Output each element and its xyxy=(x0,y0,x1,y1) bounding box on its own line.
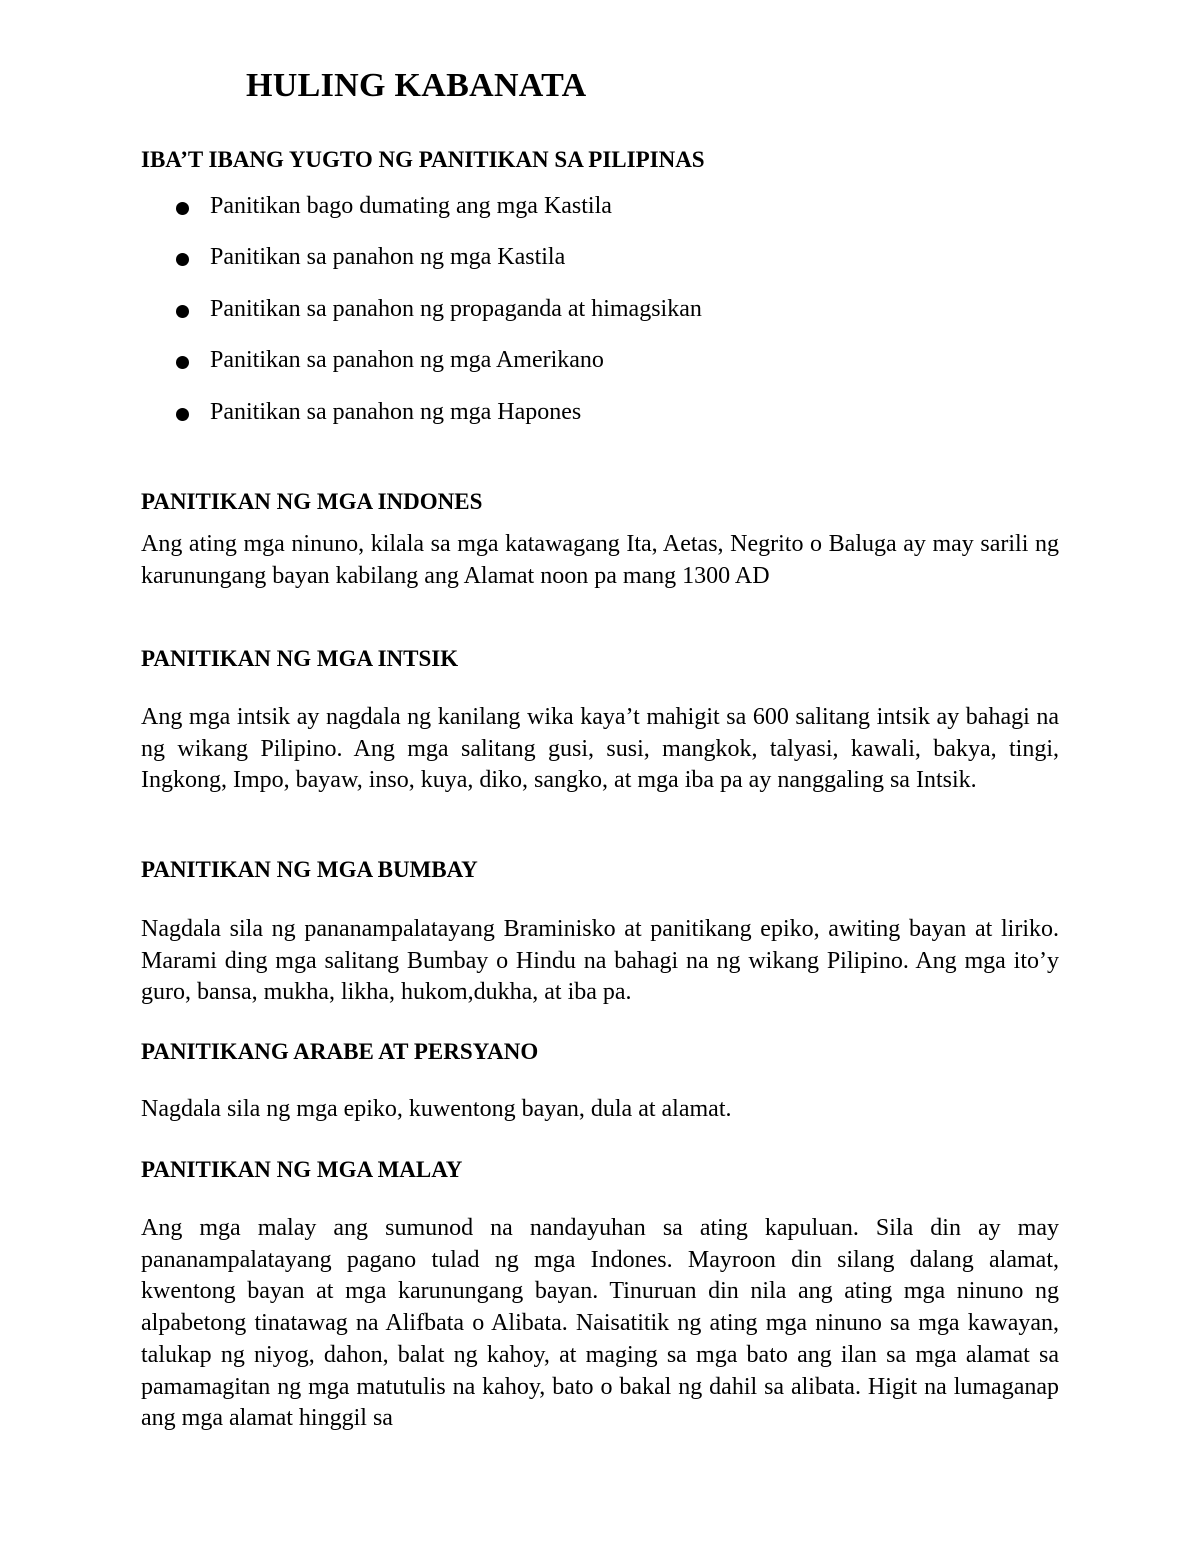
bullet-dot-icon xyxy=(176,408,189,421)
paragraph-malay: Ang mga malay ang sumunod na nandayuhan sa ating kapuluan. Sila din ay may pananampalatayang pagano tulad ng mga Indones. Mayroon din silang dalang alamat, kwentong bayan at mga karunungang bayan. Tinuruan din nila ang ating mga ninuno ng alpabetong tinatawag na Alifbata o Alibata. Naisatitik ng ating mga ninuno sa mga kawayan, talukap ng niyog, dahon, balat ng kahoy, at maging sa mga bato ang ilan sa mga alamat sa pamamagitan ng mga matutulis na kahoy, bato o bakal ng dahil sa alibata. Higit na lumaganap ang mga alamat hinggil sa xyxy=(141,1215,1059,1432)
bullet-dot-icon xyxy=(176,202,189,215)
list-item-label: Panitikan sa panahon ng propaganda at himagsikan xyxy=(210,295,702,322)
bullet-dot-icon xyxy=(176,305,189,318)
heading-bumbay: PANITIKAN NG MGA BUMBAY xyxy=(141,857,478,882)
heading-malay: PANITIKAN NG MGA MALAY xyxy=(141,1157,463,1182)
list-item-label: Panitikan sa panahon ng mga Kastila xyxy=(210,244,566,270)
list-item xyxy=(176,192,702,220)
yugto-bullet-list xyxy=(176,192,702,450)
paragraph-bumbay: Nagdala sila ng pananampalatayang Braminisko at panitikang epiko, awiting bayan at liriko. Marami ding mga salitang Bumbay o Hindu na bahagi na ng wikang Pilipino. Ang mga ito’y guro, bansa, mukha, likha, hukom,dukha, at iba pa. xyxy=(141,916,1059,1006)
list-item xyxy=(176,398,702,426)
paragraph-intsik: Ang mga intsik ay nagdala ng kanilang wika kaya’t mahigit sa 600 salitang intsik ay bahagi na ng wikang Pilipino. Ang mga salitang gusi, susi, mangkok, talyasi, kawali, bakya, tingi, Ingkong, Impo, bayaw, inso, kuya, diko, sangko, at mga iba pa ay nanggaling sa Intsik. xyxy=(141,704,1059,794)
heading-yugto: IBA’T IBANG YUGTO NG PANITIKAN SA PILIPINAS xyxy=(141,147,705,172)
paragraph-arabe: Nagdala sila ng mga epiko, kuwentong bayan, dula at alamat. xyxy=(141,1096,732,1122)
heading-arabe: PANITIKANG ARABE AT PERSYANO xyxy=(141,1039,539,1064)
list-item-label: Panitikan sa panahon ng mga Amerikano xyxy=(210,347,604,373)
heading-indones: PANITIKAN NG MGA INDONES xyxy=(141,489,483,514)
list-item xyxy=(176,244,702,272)
list-item xyxy=(176,347,702,375)
list-item-label: Panitikan bago dumating ang mga Kastila xyxy=(210,192,612,219)
list-item-label: Panitikan sa panahon ng mga Hapones xyxy=(210,398,582,425)
bullet-dot-icon xyxy=(176,356,189,369)
heading-intsik: PANITIKAN NG MGA INTSIK xyxy=(141,646,459,671)
paragraph-indones: Ang ating mga ninuno, kilala sa mga katawagang Ita, Aetas, Negrito o Baluga ay may sarili ng karunungang bayan kabilang ang Alamat noon pa mang 1300 AD xyxy=(141,531,1059,589)
document-title: HULING KABANATA xyxy=(246,67,587,104)
list-item xyxy=(176,295,702,323)
bullet-dot-icon xyxy=(176,253,189,266)
